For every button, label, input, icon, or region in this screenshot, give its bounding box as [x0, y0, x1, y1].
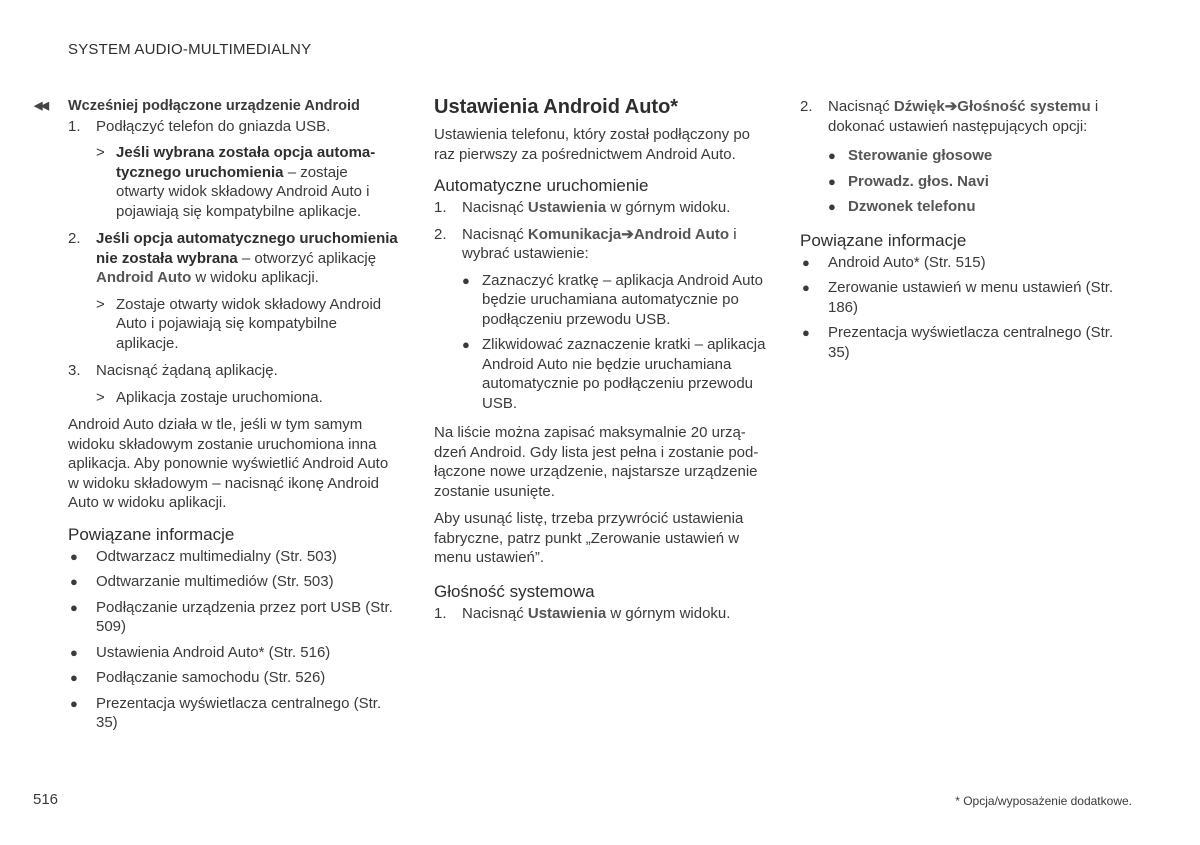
bullet-icon: ● — [70, 599, 78, 615]
subsection-title-volume: Głośność systemowa — [434, 581, 595, 601]
step-number: 1. — [434, 199, 447, 216]
body-paragraph: Na liście można zapisać maksymalnie 20 urządzeń Android. Gdy lista jest pełna i zostanie podłączone nowe urządzenie, najstarsze urządzenie zostanie usunięte. — [434, 424, 759, 500]
related-link-text[interactable]: Prezentacja wyświetlacza centralnego (Str. 35) — [828, 324, 1114, 361]
related-link[interactable] — [68, 547, 398, 567]
step-2 — [434, 225, 769, 264]
option-voice-control — [828, 146, 1130, 166]
continuation-icon: ◀◀ — [34, 100, 47, 112]
related-link[interactable] — [68, 668, 398, 688]
step-text: Nacisnąć — [828, 98, 894, 115]
bullet-icon: ● — [462, 337, 470, 352]
intro-paragraph: Ustawienia telefonu, który został podłączony po raz pierwszy za pośrednictwem Android Auto. — [434, 126, 751, 163]
step-text: w widoku aplikacji. — [191, 269, 319, 286]
related-link[interactable] — [68, 694, 398, 733]
arrow-right-icon: ➔ — [621, 225, 634, 243]
option-navi-voice — [828, 172, 1130, 192]
ui-term-communication: Komunikacja — [527, 225, 622, 243]
bullet-icon: ● — [828, 173, 836, 189]
bullet-icon: ● — [802, 280, 810, 295]
step-number: 2. — [68, 230, 81, 247]
result-text: – zostaje otwarty widok składowy Android Auto i pojawiają się kompatybilne aplikacje. — [116, 163, 370, 220]
step-text: – otworzyć aplikację — [237, 249, 377, 267]
result-text: Aplikacja zostaje uruchomiona. — [116, 388, 323, 406]
option-bullet — [462, 335, 769, 413]
step-text: i dokonać ustawień następujących opcji: — [828, 98, 1099, 135]
option-text: Prowadz. głos. Navi — [848, 172, 989, 190]
step-1 — [434, 198, 769, 218]
bullet-icon: ● — [802, 254, 810, 270]
bullet-icon: ● — [70, 695, 78, 711]
ui-term-android-auto: Android Auto — [96, 269, 192, 286]
column-right — [800, 97, 1130, 368]
step-condition: Jeśli opcja automatycznego uruchomienia nie została wybrana — [96, 230, 398, 267]
related-info-title: Powiązane informacje — [68, 524, 235, 544]
step-text: w górnym widoku. — [606, 199, 731, 216]
ui-term-settings: Ustawienia — [527, 604, 607, 622]
continuation-heading — [34, 97, 398, 117]
bullet-icon: ● — [462, 272, 470, 288]
option-text: Sterowanie głosowe — [848, 147, 993, 164]
related-link[interactable] — [68, 572, 398, 592]
related-link-text[interactable]: Prezentacja wyświetlacza centralnego (Str. 35) — [96, 694, 382, 731]
result-text: Zostaje otwarty widok składowy Android Auto i pojawiają się kompatybilne aplikacje. — [116, 295, 382, 352]
step-number: 3. — [68, 362, 81, 379]
step-number: 2. — [434, 225, 447, 243]
related-link[interactable] — [68, 643, 398, 663]
related-link-text[interactable]: Ustawienia Android Auto* (Str. 516) — [96, 643, 331, 661]
step-number: 1. — [68, 117, 81, 135]
column-left — [34, 97, 398, 739]
related-link-text[interactable]: Odtwarzacz multimedialny (Str. 503) — [96, 547, 337, 565]
step-1 — [68, 117, 398, 137]
bullet-icon: ● — [70, 548, 78, 564]
body-paragraph: Aby usunąć listę, trzeba przywrócić ustawienia fabryczne, patrz punkt „Zerowanie ustawień w menu ustawień”. — [434, 510, 744, 566]
arrow-right-icon: ➔ — [944, 98, 958, 115]
ui-term-sound: Dźwięk — [893, 98, 945, 115]
step-2-result — [96, 295, 398, 354]
section-title: Ustawienia Android Auto* — [434, 96, 679, 118]
ui-term-settings: Ustawienia — [527, 199, 607, 216]
bullet-icon: ● — [828, 199, 836, 214]
subsection-title-auto-start: Automatyczne uruchomienie — [434, 176, 649, 195]
related-link-text[interactable]: Podłączanie urządzenia przez port USB (Str. 509) — [96, 598, 393, 635]
bullet-icon: ● — [70, 644, 78, 660]
step-3 — [68, 361, 398, 381]
ui-term-android-auto: Android Auto — [633, 225, 730, 243]
bullet-icon: ● — [70, 574, 78, 589]
result-condition: Jeśli wybrana została opcja automatycznego uruchomienia — [116, 144, 376, 181]
bullet-icon: ● — [802, 325, 810, 340]
continuation-title: Wcześniej podłączone urządzenie Android — [68, 98, 360, 114]
bullet-icon: ● — [828, 148, 836, 163]
step-2 — [800, 97, 1130, 136]
footnote: * Opcja/wyposażenie dodatkowe. — [955, 794, 1132, 808]
step-text: Podłączyć telefon do gniazda USB. — [96, 117, 331, 135]
bullet-text: Zaznaczyć kratkę – aplikacja Android Auto będzie uruchamiana automatycznie po podłączeniu przewodu USB. — [482, 271, 763, 328]
step-1 — [434, 604, 769, 624]
related-link-text[interactable]: Zerowanie ustawień w menu ustawień (Str. 186) — [828, 279, 1114, 316]
related-link-text[interactable]: Odtwarzanie multimediów (Str. 503) — [96, 573, 334, 590]
step-number: 1. — [434, 604, 447, 622]
related-link-text[interactable]: Podłączanie samochodu (Str. 526) — [96, 669, 326, 686]
step-2 — [68, 229, 398, 288]
step-text: i wybrać ustawienie: — [462, 225, 737, 262]
step-text: Nacisnąć — [462, 604, 528, 622]
bullet-icon: ● — [70, 670, 78, 685]
related-link[interactable] — [800, 278, 1130, 317]
step-text: Nacisnąć — [462, 225, 528, 243]
step-number: 2. — [800, 98, 813, 115]
body-paragraph: Android Auto działa w tle, jeśli w tym samym widoku składowym zostanie uruchomiona inna aplikacja. Aby ponownie wyświetlić Android Auto w widoku składowym – nacisnąć ikonę Android Auto w widoku aplikacji. — [68, 416, 389, 511]
page-number: 516 — [33, 791, 59, 808]
step-3-result — [96, 388, 398, 408]
column-middle — [434, 95, 769, 630]
related-link[interactable] — [800, 253, 1130, 273]
result-marker: > — [96, 388, 105, 406]
option-bullet — [462, 271, 769, 330]
step-text: Nacisnąć — [462, 199, 528, 216]
step-1-result — [96, 143, 398, 221]
related-link[interactable] — [68, 598, 398, 637]
related-info-title: Powiązane informacje — [800, 230, 967, 250]
option-text: Dzwonek telefonu — [848, 198, 976, 215]
running-head: SYSTEM AUDIO-MULTIMEDIALNY — [68, 41, 312, 58]
related-link[interactable] — [800, 323, 1130, 362]
step-text: Nacisnąć żądaną aplikację. — [96, 362, 278, 379]
step-text: w górnym widoku. — [606, 604, 731, 622]
ui-term-system-volume: Głośność systemu — [957, 98, 1091, 115]
result-marker: > — [96, 144, 105, 161]
bullet-text: Zlikwidować zaznaczenie kratki – aplikacja Android Auto nie będzie uruchamiana automatycznie po podłączeniu przewodu USB. — [482, 336, 766, 412]
option-ringtone — [828, 197, 1130, 217]
result-marker: > — [96, 295, 105, 313]
related-link-text[interactable]: Android Auto* (Str. 515) — [828, 253, 986, 271]
